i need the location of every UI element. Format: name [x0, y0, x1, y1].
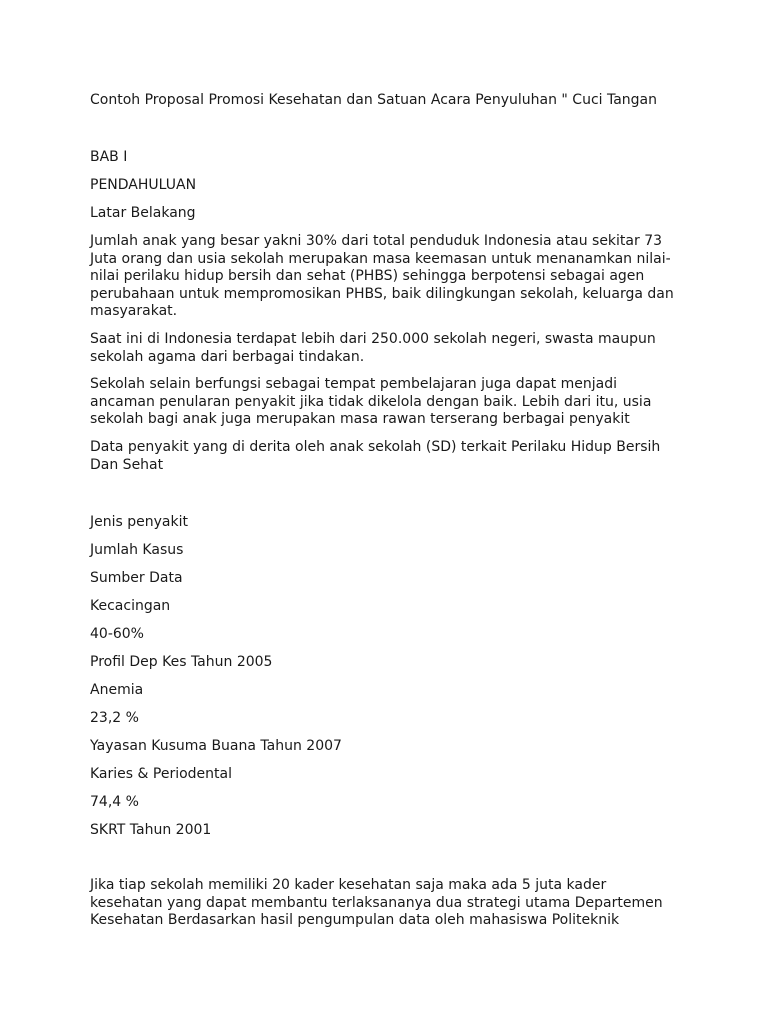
document-title: Contoh Proposal Promosi Kesehatan dan Satuan Acara Penyuluhan " Cuci Tangan [90, 92, 657, 108]
table-header-source: Sumber Data [90, 570, 183, 586]
table-header-disease: Jenis penyakit [90, 514, 188, 530]
table-cell-disease: Karies & Periodental [90, 766, 232, 782]
table-cell-source: SKRT Tahun 2001 [90, 822, 212, 838]
table-cell-cases: 40-60% [90, 626, 144, 642]
paragraph-4: Data penyakit yang di derita oleh anak sekolah (SD) terkait Perilaku Hidup Bersih Dan Sehat [90, 439, 661, 473]
table-header-cases: Jumlah Kasus [90, 542, 184, 558]
table-cell-source: Yayasan Kusuma Buana Tahun 2007 [90, 738, 342, 754]
paragraph-3: Sekolah selain berfungsi sebagai tempat pembelajaran juga dapat menjadi ancaman penularan penyakit jika tidak dikelola dengan baik. Lebih dari itu, usia sekolah bagi anak juga merupakan masa rawan terserang berbagai penyakit [90, 376, 652, 427]
table-cell-source: Profil Dep Kes Tahun 2005 [90, 654, 273, 670]
chapter-title: PENDAHULUAN [90, 177, 197, 193]
section-heading: Latar Belakang [90, 205, 196, 221]
closing-paragraph: Jika tiap sekolah memiliki 20 kader kesehatan saja maka ada 5 juta kader kesehatan yang dapat membantu terlaksananya dua strategi utama Departemen Kesehatan Berdasarkan hasil pengumpulan data oleh mahasiswa Politeknik [90, 877, 663, 928]
table-cell-disease: Anemia [90, 682, 144, 698]
table-cell-cases: 23,2 % [90, 710, 139, 726]
paragraph-2: Saat ini di Indonesia terdapat lebih dari 250.000 sekolah negeri, swasta maupun sekolah agama dari berbagai tindakan. [90, 331, 656, 365]
chapter-number: BAB I [90, 149, 128, 165]
table-cell-disease: Kecacingan [90, 598, 171, 614]
table-cell-cases: 74,4 % [90, 794, 139, 810]
paragraph-1: Jumlah anak yang besar yakni 30% dari total penduduk Indonesia atau sekitar 73 Juta orang dan usia sekolah merupakan masa keemasan untuk menanamkan nilai-nilai perilaku hidup bersih dan sehat (PHBS) sehingga berpotensi sebagai agen perubahaan untuk mempromosikan PHBS, baik dilingkungan sekolah, keluarga dan masyarakat. [90, 233, 674, 319]
